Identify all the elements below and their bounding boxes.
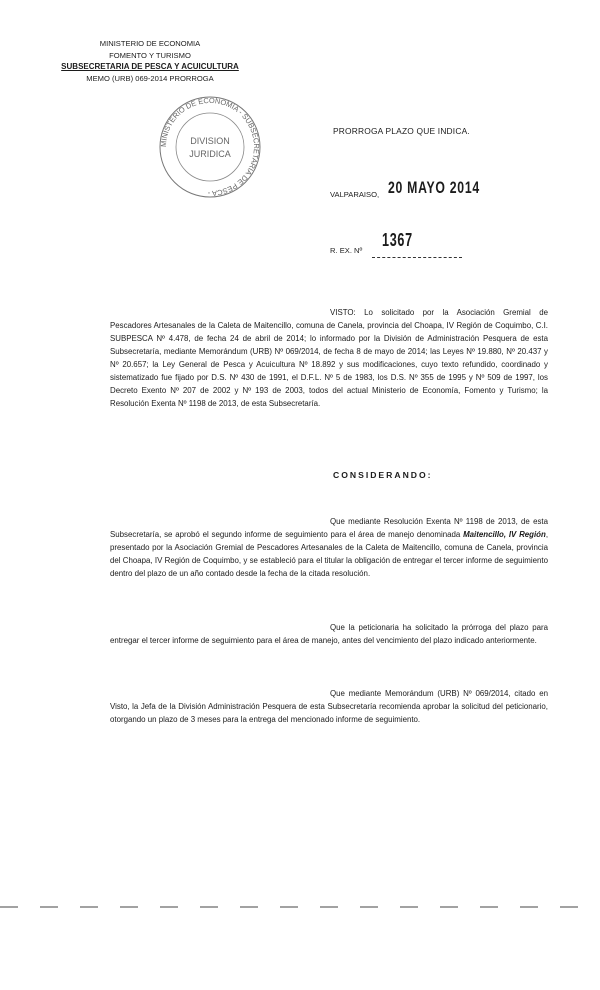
visto-text: VISTO: Lo solicitado por la Asociación Gremial de Pescadores Artesanales de la Caleta de Maitencillo, comuna de Canela, provincia del Choapa, IV Región de Coquimbo, C.I. SUBPESCA Nº 4.478, de fecha 24 de abril de 2014; lo informado por la División de Administración Pesquera de esta Subsecretaría, mediante Memorándum (URB) Nº 069/2014, de fecha 8 de mayo de 2014; las Leyes Nº 19.880, Nº 20.437 y Nº 20.657; la Ley General de Pesca y Acuicultura Nº 18.892 y sus modificaciones, cuyo texto refundido, coordinado y sistematizado fue fijado por D.S. Nº 430 de 1991, el D.F.L. Nº 5 de 1983, los D.S. Nº 355 de 1995 y Nº 509 de 1997, los Decreto Exento Nº 207 de 2002 y Nº 193 de 2003, todos del actual Ministerio de Economía, Fomento y Turismo; la Resolución Exenta Nº 1198 de 2013, de esta Subsecretaría. bbox=[110, 308, 548, 408]
rex-label: R. EX. Nº bbox=[330, 246, 363, 255]
resolution-subject: PRORROGA PLAZO QUE INDICA. bbox=[333, 126, 470, 136]
p1-text-c: , presentado por la Asociación Gremial de Pescadores Artesanales de la Caleta de Maitencillo, comuna de Canela, provincia del Choapa, IV Región de Coquimbo, y se estableció para el titular la obligación de entregar el tercer informe de seguimiento dentro del plazo de un año contado desde la fecha de la citada resolución. bbox=[110, 530, 549, 578]
rex-underline bbox=[372, 257, 462, 258]
area-name: Maitencillo, IV Región bbox=[463, 530, 546, 539]
memo-reference: MEMO (URB) 069-2014 PRORROGA bbox=[86, 73, 214, 83]
p2-text: Que la peticionaria ha solicitado la prórroga del plazo para entregar el tercer informe de seguimiento para el área de manejo, antes del vencimiento del plazo indicado anteriormente. bbox=[110, 623, 548, 645]
stamp-line-2: JURIDICA bbox=[189, 149, 231, 159]
division-juridica-stamp bbox=[155, 92, 265, 202]
visto-paragraph bbox=[110, 306, 548, 410]
ministry-subname: FOMENTO Y TURISMO bbox=[109, 50, 191, 60]
subsecretaria-name: SUBSECRETARIA DE PESCA Y ACUICULTURA bbox=[61, 62, 239, 71]
letterhead bbox=[40, 38, 260, 84]
considerando-paragraph-3 bbox=[110, 687, 548, 726]
ministry-name: MINISTERIO DE ECONOMIA bbox=[99, 39, 201, 48]
place-label: VALPARAISO, bbox=[330, 190, 380, 199]
stamp-line-1: DIVISION bbox=[190, 136, 230, 146]
considerando-paragraph-1 bbox=[110, 515, 548, 580]
date-stamp: 20 MAYO 2014 bbox=[388, 178, 480, 197]
p1-text-a: Que mediante Resolución Exenta Nº 1198 de 2013, de esta Subsecretaría, se aprobó el segundo informe de seguimiento para el área de manejo denominada bbox=[110, 517, 548, 539]
considerando-paragraph-2 bbox=[110, 621, 548, 647]
scan-artifact-line bbox=[0, 906, 600, 908]
considerando-heading: CONSIDERANDO: bbox=[333, 470, 433, 480]
p3-text: Que mediante Memorándum (URB) Nº 069/2014, citado en Visto, la Jefa de la División Administración Pesquera de esta Subsecretaría recomienda aprobar la solicitud del peticionario, otorgando un plazo de 3 meses para la entrega del mencionado informe de seguimiento. bbox=[110, 689, 548, 724]
stamp-ring-text: MINISTERIO DE ECONOMIA - SUBSECRETARIA DE PESCA - bbox=[158, 95, 262, 199]
rex-number: 1367 bbox=[382, 230, 413, 250]
